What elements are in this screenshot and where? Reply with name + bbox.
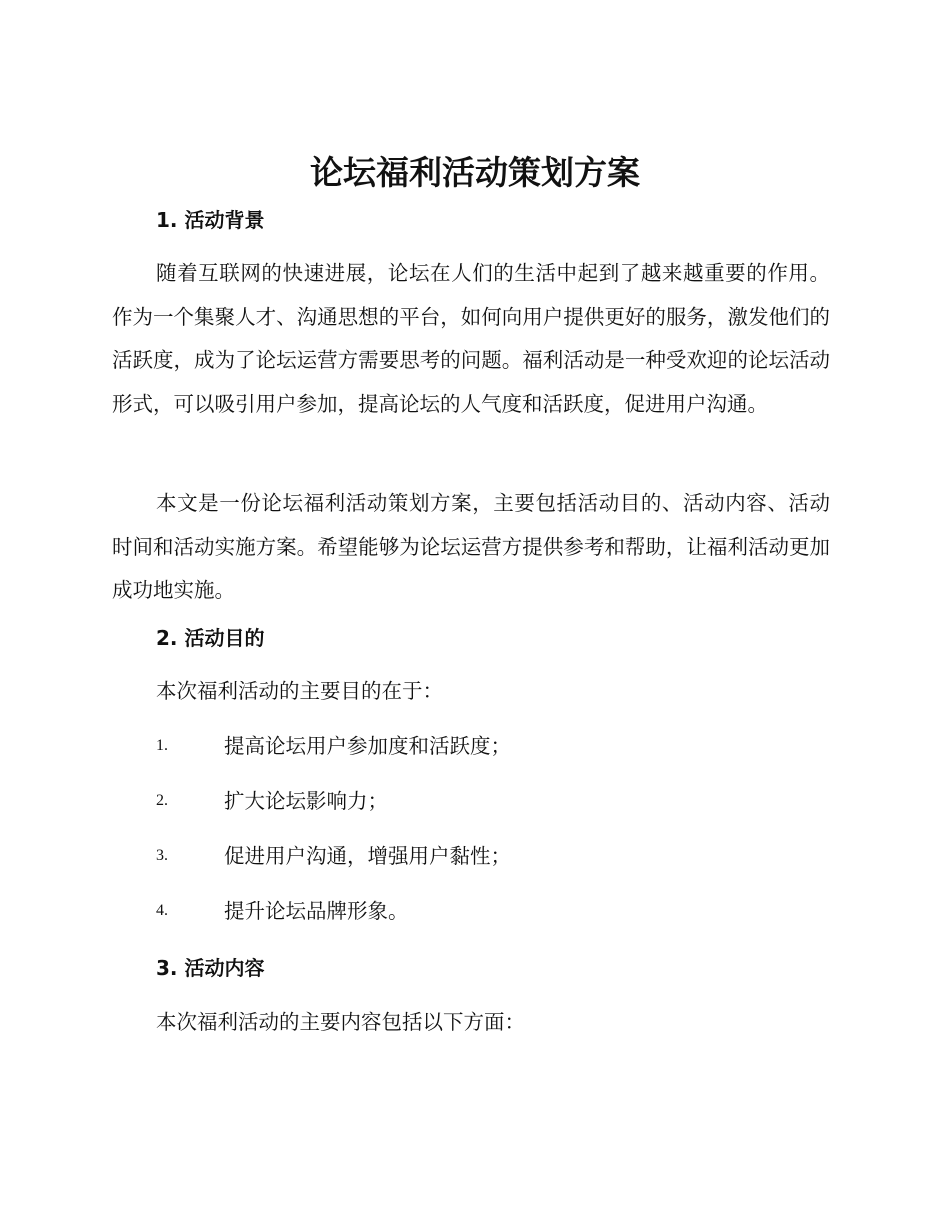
list-number: 2. (156, 792, 168, 809)
list-text: 促进用户沟通，增强用户黏性； (224, 844, 511, 868)
section-heading-purpose: 2. 活动目的 (156, 626, 265, 650)
section-heading-content: 3. 活动内容 (156, 956, 265, 980)
content-intro: 本次福利活动的主要内容包括以下方面： (156, 1010, 525, 1034)
list-text: 提升论坛品牌形象。 (224, 899, 409, 923)
list-number: 3. (156, 847, 168, 864)
list-text: 提高论坛用户参加度和活跃度； (224, 734, 511, 758)
purpose-intro: 本次福利活动的主要目的在于： (156, 679, 443, 703)
list-number: 1. (156, 737, 168, 754)
document-title: 论坛福利活动策划方案 (310, 153, 640, 192)
list-number: 4. (156, 902, 168, 919)
background-paragraph-2: 本文是一份论坛福利活动策划方案，主要包括活动目的、活动内容、活动时间和活动实施方案。希望能够为论坛运营方提供参考和帮助，让福利活动更加成功地实施。 (112, 491, 830, 602)
list-text: 扩大论坛影响力； (224, 789, 388, 813)
section-heading-background: 1. 活动背景 (156, 208, 265, 232)
background-paragraph-1: 随着互联网的快速进展，论坛在人们的生活中起到了越来越重要的作用。作为一个集聚人才、沟通思想的平台，如何向用户提供更好的服务，激发他们的活跃度，成为了论坛运营方需要思考的问题。福利活动是一种受欢迎的论坛活动形式，可以吸引用户参加，提高论坛的人气度和活跃度，促进用户沟通。 (112, 261, 830, 416)
